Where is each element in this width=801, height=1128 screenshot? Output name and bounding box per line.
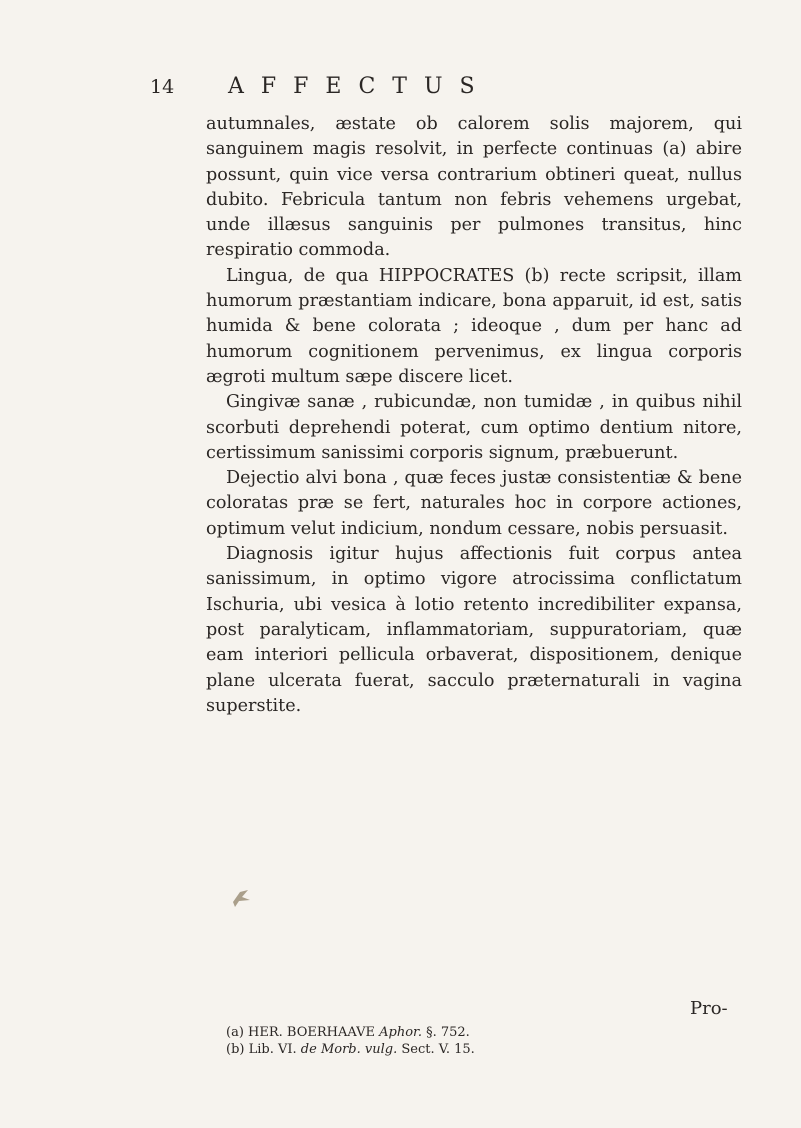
footnote-marker: (b) [226,1042,245,1057]
ink-stain-mark [230,888,252,908]
footnote-work: Aphor. [379,1025,422,1040]
footnote-ref: Sect. V. 15. [401,1042,475,1057]
footnote-b [226,1041,706,1058]
footnote-work: de Morb. vulg. [300,1042,398,1057]
catchword: Pro- [690,998,728,1019]
paragraph-4: Dejectio alvi bona , quæ feces justæ consistentiæ & bene coloratas præ se fert, naturales hoc in corpore actiones, optimum velut indicium, nondum cessare, nobis persuasit. [206,468,742,539]
footnote-text: Lib. VI. [248,1042,297,1057]
paragraph-2: Lingua, de qua HIPPOCRATES (b) recte scripsit, illam humorum præstantiam indicare, bona apparuit, id est, satis humida & bene colorata ; ideoque , dum per hanc ad humorum cognitionem pervenimus, ex lingua corporis ægroti multum sæpe discere licet. [206,265,742,387]
footnote-text: HER. BOERHAAVE [248,1025,375,1040]
footnotes [226,1024,706,1058]
footnote-ref: §. 752. [426,1025,470,1040]
running-title: AFFECTUS [228,74,492,99]
body-text [206,112,742,719]
paragraph-3: Gingivæ sanæ , rubicundæ, non tumidæ , in quibus nihil scorbuti deprehendi poterat, cum optimo dentium nitore, certissimum sanissimi corporis signum, præbuerunt. [206,392,742,463]
paragraph-1: autumnales, æstate ob calorem solis majorem, qui sanguinem magis resolvit, in perfecte continuas (a) abire possunt, quin vice versa contrarium obtineri queat, nullus dubito. Febricula tantum non febris vehemens urgebat, unde illæsus sanguinis per pulmones transitus, hinc respiratio commoda. [206,114,742,261]
footnote-marker: (a) [226,1025,244,1040]
running-head [150,74,670,104]
page-number: 14 [150,76,175,98]
paragraph-5: Diagnosis igitur hujus affectionis fuit corpus antea sanissimum, in optimo vigore atrocissima conflictatum Ischuria, ubi vesica à lotio retento incredibiliter expansa, post paralyticam, inflammatoriam, suppuratoriam, quæ eam interiori pellicula orbaverat, dispositionem, denique plane ulcerata fuerat, sacculo præternaturali in vagina superstite. [206,544,742,716]
footnote-a [226,1024,706,1041]
